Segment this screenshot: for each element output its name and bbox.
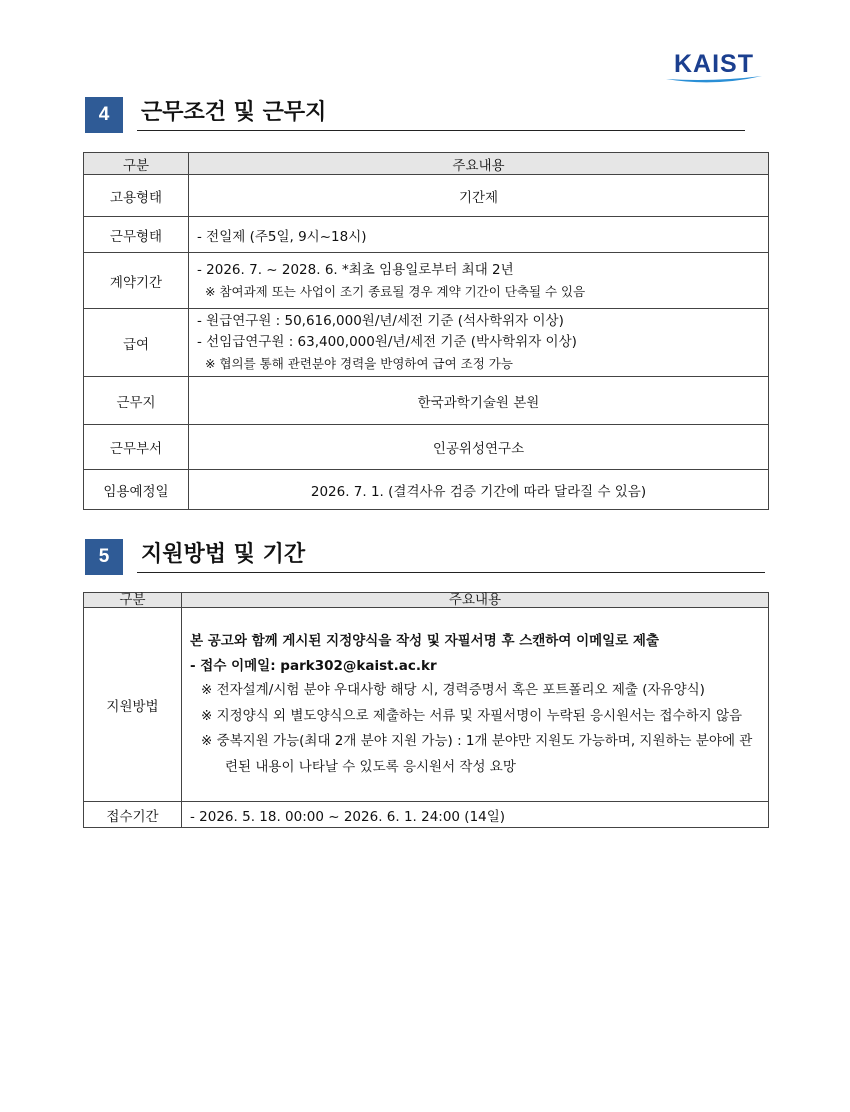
table-header-row: [84, 153, 769, 175]
employment-type-label: 고용형태: [84, 175, 189, 217]
logo-text: KAIST: [674, 50, 754, 78]
row-start-date: [84, 470, 769, 510]
row-period: [84, 802, 769, 828]
row-method: [84, 608, 769, 802]
section5-underline: [137, 572, 765, 573]
salary-note: ※ 협의를 통해 관련분야 경력을 반영하여 급여 조정 가능: [205, 356, 513, 371]
row-workplace: [84, 377, 769, 425]
row-department: [84, 425, 769, 470]
row-salary: [84, 309, 769, 377]
header-category: 구분: [84, 593, 182, 608]
workplace-value: 한국과학기술원 본원: [189, 377, 769, 425]
method-note-duplicate: ※ 중복지원 가능(최대 2개 분야 지원 가능) : 1개 분야만 지원도 가능하며, 지원하는 분야에 관련된 내용이 나타날 수 있도록 응시원서 작성 요망: [201, 733, 753, 775]
period-value: - 2026. 5. 18. 00:00 ~ 2026. 6. 1. 24:00 (14일): [182, 802, 769, 828]
section5-title: 지원방법 및 기간: [141, 542, 306, 567]
row-contract: [84, 253, 769, 309]
section4-number: 4: [85, 97, 123, 133]
department-value: 인공위성연구소: [189, 425, 769, 470]
logo-swoosh-icon: [664, 73, 764, 85]
salary-junior: - 원급연구원 : 50,616,000원/년/세전 기준 (석사학위자 이상): [197, 313, 564, 329]
method-instruction: 본 공고와 함께 게시된 지정양식을 작성 및 자필서명 후 스캔하여 이메일로 제출: [190, 633, 660, 649]
department-label: 근무부서: [84, 425, 189, 470]
method-note-format: ※ 지정양식 외 별도양식으로 제출하는 서류 및 자필서명이 누락된 응시원서는 접수하지 않음: [201, 707, 743, 724]
section5-number: 5: [85, 539, 123, 575]
salary-senior: - 선임급연구원 : 63,400,000원/년/세전 기준 (박사학위자 이상): [197, 334, 577, 350]
method-label: 지원방법: [84, 608, 182, 802]
section4-underline: [137, 130, 745, 131]
method-email: - 접수 이메일: park302@kaist.ac.kr: [190, 658, 437, 674]
section4-title: 근무조건 및 근무지: [141, 100, 327, 125]
start-date-value: 2026. 7. 1. (결격사유 검증 기간에 따라 달라질 수 있음): [189, 470, 769, 510]
row-employment-type: [84, 175, 769, 217]
method-note-portfolio: ※ 전자설계/시험 분야 우대사항 해당 시, 경력증명서 혹은 포트폴리오 제출 (자유양식): [201, 682, 705, 698]
section5-heading: [85, 539, 765, 575]
kaist-logo: [664, 50, 764, 86]
table-header-row: [84, 593, 769, 608]
header-content: 주요내용: [189, 153, 769, 175]
workplace-label: 근무지: [84, 377, 189, 425]
salary-label: 급여: [84, 309, 189, 377]
contract-note: ※ 참여과제 또는 사업이 조기 종료될 경우 계약 기간이 단축될 수 있음: [205, 283, 586, 299]
employment-type-value: 기간제: [189, 175, 769, 217]
work-type-label: 근무형태: [84, 217, 189, 253]
header-category: 구분: [84, 153, 189, 175]
work-type-value: - 전일제 (주5일, 9시~18시): [189, 217, 769, 253]
contract-label: 계약기간: [84, 253, 189, 309]
work-conditions-table: [83, 152, 769, 510]
contract-period: - 2026. 7. ~ 2028. 6. *최초 임용일로부터 최대 2년: [197, 261, 514, 278]
header-content: 주요내용: [182, 593, 769, 608]
row-work-type: [84, 217, 769, 253]
application-table: [83, 592, 769, 828]
section4-heading: [85, 97, 745, 133]
start-date-label: 임용예정일: [84, 470, 189, 510]
period-label: 접수기간: [84, 802, 182, 828]
